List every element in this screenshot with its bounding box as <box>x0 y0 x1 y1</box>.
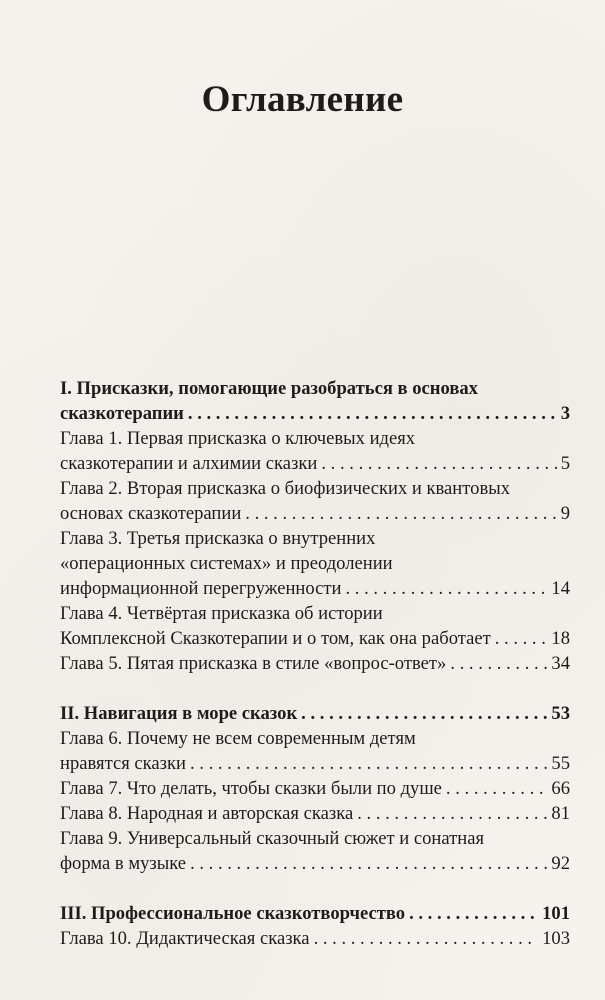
page-number: 34 <box>551 653 570 674</box>
toc-chapter-4 <box>60 601 570 651</box>
chapter-title-line: Глава 10. Дидактическая сказка <box>60 928 310 949</box>
section-heading-last-line <box>60 901 570 926</box>
chapter-last-line <box>60 451 570 476</box>
page-number: 14 <box>551 578 570 599</box>
chapter-last-line <box>60 801 570 826</box>
chapter-title-line: Глава 5. Пятая присказка в стиле «вопрос-ответ» <box>60 653 447 674</box>
toc-chapter-10 <box>60 926 570 951</box>
page-number: 92 <box>551 853 570 874</box>
page-number: 9 <box>560 503 570 524</box>
dot-leader <box>314 926 539 951</box>
dot-leader <box>245 501 556 526</box>
chapter-title-line: Глава 6. Почему не всем современным детям <box>60 728 416 749</box>
chapter-title-line: основах сказкотерапии <box>60 503 242 524</box>
page-number: 81 <box>551 803 570 824</box>
chapter-last-line <box>60 651 570 676</box>
chapter-last-line <box>60 626 570 651</box>
chapter-last-line <box>60 576 570 601</box>
chapter-last-line <box>60 851 570 876</box>
page-number: 66 <box>551 778 570 799</box>
toc-chapter-2 <box>60 476 570 526</box>
dot-leader <box>321 451 556 476</box>
chapter-title-line: нравятся сказки <box>60 753 186 774</box>
chapter-title-line: Глава 4. Четвёртая присказка об истории <box>60 603 383 624</box>
page-number: 18 <box>551 628 570 649</box>
chapter-title-line: Глава 3. Третья присказка о внутренних <box>60 528 376 549</box>
toc-section-2 <box>60 701 570 876</box>
page-number: 5 <box>560 453 570 474</box>
section-heading-last-line <box>60 701 570 726</box>
dot-leader <box>190 851 547 876</box>
dot-leader <box>446 776 547 801</box>
chapter-title-line: Комплексной Сказкотерапии и о том, как она работает <box>60 628 491 649</box>
chapter-title-line: Глава 2. Вторая присказка о биофизических и квантовых <box>60 478 511 499</box>
chapter-title-line: Глава 8. Народная и авторская сказка <box>60 803 354 824</box>
toc-chapter-6 <box>60 726 570 776</box>
toc-chapter-3 <box>60 526 570 601</box>
chapter-last-line <box>60 926 570 951</box>
dot-leader <box>190 751 547 776</box>
toc-section-3 <box>60 901 570 951</box>
dot-leader <box>409 901 538 926</box>
page-number: 55 <box>551 753 570 774</box>
section-heading-line: III. Профессиональное сказкотворчество <box>60 903 406 924</box>
toc-section-1 <box>60 376 570 676</box>
section-heading-line: сказкотерапии <box>60 403 184 424</box>
dot-leader <box>495 626 548 651</box>
dot-leader <box>345 576 547 601</box>
section-heading-2 <box>60 701 570 726</box>
chapter-last-line <box>60 776 570 801</box>
chapter-title-line: «операционных системах» и преодолении <box>60 553 393 574</box>
toc-chapter-1 <box>60 426 570 476</box>
dot-leader <box>357 801 547 826</box>
page-number: 103 <box>542 928 570 949</box>
chapter-title-line: Глава 9. Универсальный сказочный сюжет и сонатная <box>60 828 485 849</box>
page-title: Оглавление <box>201 79 404 120</box>
section-heading-line: I. Присказки, помогающие разобраться в основах <box>60 378 478 399</box>
section-heading-1 <box>60 376 570 426</box>
dot-leader <box>188 401 557 426</box>
page-number: 53 <box>551 703 570 724</box>
chapter-title-line: сказкотерапии и алхимии сказки <box>60 453 318 474</box>
chapter-last-line <box>60 501 570 526</box>
section-heading-line: II. Навигация в море сказок <box>60 703 298 724</box>
chapter-title-line: Глава 1. Первая присказка о ключевых идеях <box>60 428 416 449</box>
section-heading-last-line <box>60 401 570 426</box>
chapter-title-line: информационной перегруженности <box>60 578 342 599</box>
toc-chapter-5 <box>60 651 570 676</box>
page-number: 3 <box>560 403 570 424</box>
toc-chapter-9 <box>60 826 570 876</box>
dot-leader <box>450 651 547 676</box>
toc-chapter-7 <box>60 776 570 801</box>
toc-chapter-8 <box>60 801 570 826</box>
chapter-title-line: Глава 7. Что делать, чтобы сказки были по душе <box>60 778 442 799</box>
chapter-title-line: форма в музыке <box>60 853 187 874</box>
chapter-last-line <box>60 751 570 776</box>
section-heading-3 <box>60 901 570 926</box>
dot-leader <box>301 701 547 726</box>
table-of-contents <box>60 376 570 951</box>
page-number: 101 <box>542 903 570 924</box>
